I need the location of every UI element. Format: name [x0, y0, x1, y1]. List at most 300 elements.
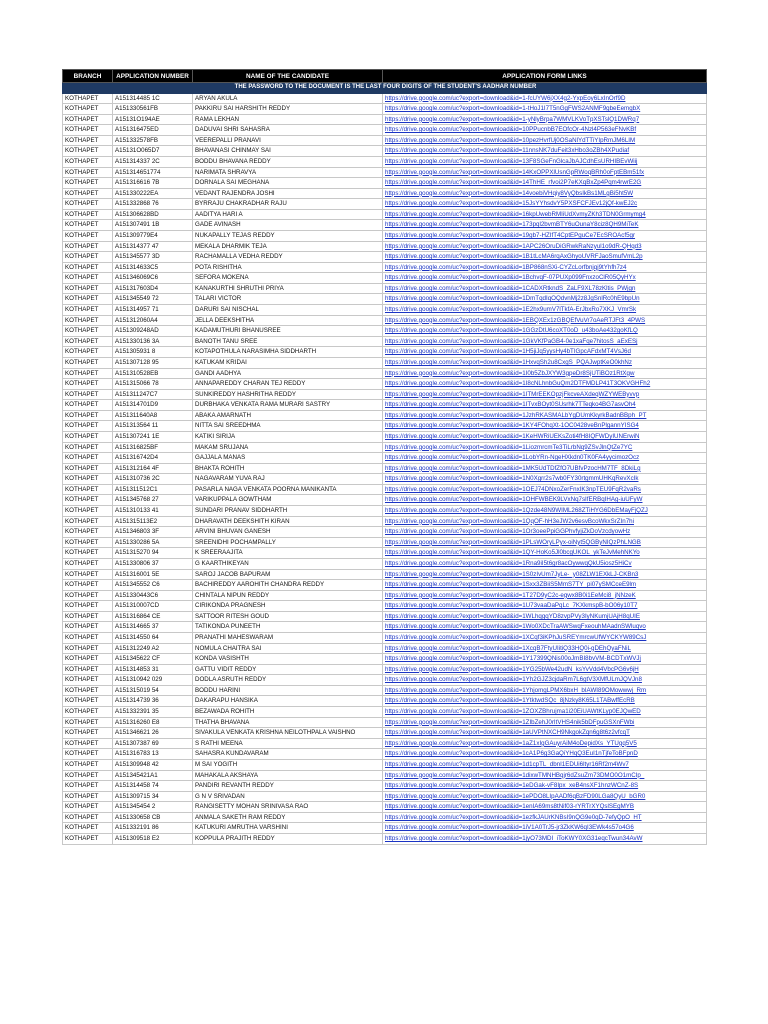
cell-candidate-name: KONDA VASISHTH: [193, 654, 383, 665]
cell-form-link[interactable]: https://drive.google.com/uc?export=download&id=19gb7-HZIfT4CptEPguCe7EcSROAcf5gr: [383, 231, 707, 242]
cell-application-number: A151314485 1C: [113, 93, 193, 104]
cell-form-link[interactable]: https://drive.google.com/uc?export=download&id=1HxvqSh2u8CxgS_PQAJwptKeO0khNz: [383, 357, 707, 368]
cell-form-link[interactable]: https://drive.google.com/uc?export=download&id=1XCqf3iKPhJuSREYmrcwUfWYCKYW89CsJ: [383, 632, 707, 643]
table-row: [63, 781, 707, 792]
cell-candidate-name: PRANATHI MAHESWARAM: [193, 632, 383, 643]
cell-form-link[interactable]: https://drive.google.com/uc?export=download&id=1ITvxBOyt0SUsrhk7TTeqko4BG7asvOh4: [383, 400, 707, 411]
table-row: [63, 770, 707, 781]
cell-candidate-name: VEDANT RAJENDRA JOSHI: [193, 188, 383, 199]
cell-application-number: A151309248AD: [113, 326, 193, 337]
header-form-links: APPLICATION FORM LINKS: [383, 70, 707, 83]
table-row: [63, 611, 707, 622]
cell-branch: KOTHAPET: [63, 601, 113, 612]
cell-form-link[interactable]: https://drive.google.com/uc?export=download&id=1OHFWBEK9LVxNq7sIfERBqIHAg-iuUFyW: [383, 495, 707, 506]
cell-branch: KOTHAPET: [63, 728, 113, 739]
cell-branch: KOTHAPET: [63, 558, 113, 569]
cell-application-number: A151316783 13: [113, 749, 193, 760]
cell-candidate-name: GANDI AADHYA: [193, 368, 383, 379]
table-row: [63, 104, 707, 115]
table-row: [63, 463, 707, 474]
cell-candidate-name: PAKKIRU SAI HARSHITH REDDY: [193, 104, 383, 115]
cell-form-link[interactable]: https://drive.google.com/uc?export=download&id=1N0Xgrr2s7wb0FY30rtgmmUHKqRevXcIk: [383, 474, 707, 485]
cell-candidate-name: DURBHAKA VENKATA RAMA MURARI SASTRY: [193, 400, 383, 411]
cell-form-link[interactable]: https://drive.google.com/uc?export=download&id=1YG25bWe42udN_ksYvVdd4VbcPG6v6jH: [383, 664, 707, 675]
cell-application-number: A151345421A1: [113, 770, 193, 781]
table-row: [63, 812, 707, 823]
cell-form-link[interactable]: https://drive.google.com/uc?export=download&id=10PPucnbB7EOfcOr-4Nzl4P563eFNvKBf: [383, 125, 707, 136]
cell-application-number: A151346621 26: [113, 728, 193, 739]
table-row: [63, 516, 707, 527]
spreadsheet: [62, 69, 706, 845]
cell-application-number: A151305931 8: [113, 347, 193, 358]
cell-candidate-name: CHINTALA NIPUN REDDY: [193, 590, 383, 601]
cell-candidate-name: DADUVAI SHRI SAHASRA: [193, 125, 383, 136]
cell-application-number: A151311640A8: [113, 410, 193, 421]
cell-application-number: A151317603D4: [113, 283, 193, 294]
table-row: [63, 548, 707, 559]
cell-form-link[interactable]: https://drive.google.com/uc?export=download&id=1APC26OruDiGRwkRaNzyul1o9dR-QHqd3: [383, 241, 707, 252]
cell-form-link[interactable]: https://drive.google.com/uc?export=download&id=1KeHWRiUEKsZoti4fH8IQFWDyIUNErwiN: [383, 432, 707, 443]
cell-application-number: A151311247C7: [113, 389, 193, 400]
table-row: [63, 357, 707, 368]
table-row: [63, 178, 707, 189]
cell-form-link[interactable]: https://drive.google.com/uc?export=download&id=1Or3oeePpiGGPhvfyjiZkDoVzcdyowHz: [383, 527, 707, 538]
cell-candidate-name: G N V SRIVADAN: [193, 791, 383, 802]
cell-branch: KOTHAPET: [63, 590, 113, 601]
table-row: [63, 199, 707, 210]
cell-candidate-name: BACHIREDDY AAROHITH CHANDRA REDDY: [193, 580, 383, 591]
cell-branch: KOTHAPET: [63, 252, 113, 263]
cell-branch: KOTHAPET: [63, 654, 113, 665]
cell-branch: KOTHAPET: [63, 506, 113, 517]
cell-form-link[interactable]: https://drive.google.com/uc?export=download&id=1I0b5ZbJXYW3gpeDr8SjUTiBOz1RtXgw: [383, 368, 707, 379]
table-row: [63, 601, 707, 612]
cell-candidate-name: JELLA DEEKSHITHA: [193, 315, 383, 326]
cell-form-link[interactable]: https://drive.google.com/uc?export=download&id=11nnsNK7duFeit3xHbo3oZBh4XPudiaf: [383, 146, 707, 157]
cell-branch: KOTHAPET: [63, 442, 113, 453]
cell-application-number: A151312164 4F: [113, 463, 193, 474]
table-row: [63, 643, 707, 654]
table-row: [63, 696, 707, 707]
cell-application-number: A151309948 42: [113, 759, 193, 770]
cell-candidate-name: KATIKI SIRIJA: [193, 432, 383, 443]
cell-branch: KOTHAPET: [63, 685, 113, 696]
header-branch: BRANCH: [63, 70, 113, 83]
cell-form-link[interactable]: https://drive.google.com/uc?export=download&id=1-yNlyBrpa7WMVLKVoTpXSTslQ1DWRq7: [383, 114, 707, 125]
cell-branch: KOTHAPET: [63, 749, 113, 760]
cell-branch: KOTHAPET: [63, 273, 113, 284]
cell-branch: KOTHAPET: [63, 114, 113, 125]
cell-form-link[interactable]: https://drive.google.com/uc?export=download&id=1QY-HoKo5Jl0bcgUKOL_ykTeJvMehNKYo: [383, 548, 707, 559]
cell-form-link[interactable]: https://drive.google.com/uc?export=download&id=1iV1A0TrJ5-jr3ZkKW6qI3EWk4s57o4G6: [383, 823, 707, 834]
cell-branch: KOTHAPET: [63, 463, 113, 474]
cell-form-link[interactable]: https://drive.google.com/uc?export=download&id=1QqOF-hH3eJW2v6esvBcoWkxSrZIn7hi: [383, 516, 707, 527]
table-row: [63, 220, 707, 231]
cell-branch: KOTHAPET: [63, 548, 113, 559]
cell-form-link[interactable]: https://drive.google.com/uc?export=download&id=1Sxx3ZBiiS5MmS7TY_pi07ySMCceE9lm: [383, 580, 707, 591]
cell-form-link[interactable]: https://drive.google.com/uc?export=download&id=1enIA69ms8tNif03-rYRTrXYQslSEgMYB: [383, 802, 707, 813]
cell-branch: KOTHAPET: [63, 611, 113, 622]
table-row: [63, 622, 707, 633]
cell-form-link[interactable]: https://drive.google.com/uc?export=download&id=1I8cNLhnbGuQm2DTFMDLP41T3OKVGHFh2: [383, 379, 707, 390]
table-row: [63, 262, 707, 273]
table-row: [63, 114, 707, 125]
cell-application-number: A151330443C6: [113, 590, 193, 601]
header-application-number: APPLICATION NUMBER: [113, 70, 193, 83]
cell-branch: KOTHAPET: [63, 527, 113, 538]
cell-candidate-name: TATIKONDA PUNEETH: [193, 622, 383, 633]
cell-application-number: A151310133 41: [113, 506, 193, 517]
cell-branch: KOTHAPET: [63, 812, 113, 823]
cell-form-link[interactable]: https://drive.google.com/uc?export=download&id=1ZIbZehJ0rItVHS4nik5bDFpuGSXnFWbi: [383, 717, 707, 728]
cell-candidate-name: MAHAKALA AKSHAYA: [193, 770, 383, 781]
cell-branch: KOTHAPET: [63, 167, 113, 178]
table-row: [63, 453, 707, 464]
cell-branch: KOTHAPET: [63, 696, 113, 707]
cell-application-number: A151316742D4: [113, 453, 193, 464]
cell-form-link[interactable]: https://drive.google.com/uc?export=download&id=1eDGak-vF8Ipx_xeB4nsXF1hnzWCnZ-8S: [383, 781, 707, 792]
table-row: [63, 474, 707, 485]
cell-branch: KOTHAPET: [63, 262, 113, 273]
cell-candidate-name: BANOTH TANU SREE: [193, 336, 383, 347]
cell-form-link[interactable]: https://drive.google.com/uc?export=download&id=14ThHE_rfvoi2P7eKXqBxZp4Pqm4rwrE2G: [383, 178, 707, 189]
cell-application-number: A151330286 5A: [113, 537, 193, 548]
cell-form-link[interactable]: https://drive.google.com/uc?export=download&id=1ezfkJAUrKNBsI9nQG9e0qD-7efyQpO_HT: [383, 812, 707, 823]
table-row: [63, 93, 707, 104]
cell-application-number: A151332391 35: [113, 707, 193, 718]
cell-branch: KOTHAPET: [63, 379, 113, 390]
cell-branch: KOTHAPET: [63, 389, 113, 400]
table-row: [63, 125, 707, 136]
cell-form-link[interactable]: https://drive.google.com/uc?export=download&id=1H5jiJq5yysHy4bTIGpcAFdxMT4VsJ6d: [383, 347, 707, 358]
cell-form-link[interactable]: https://drive.google.com/uc?export=download&id=1-tHoJ1I7T5nGgFWS2ANMF9gbeEemgbX: [383, 104, 707, 115]
cell-form-link[interactable]: https://drive.google.com/uc?export=download&id=1MK5UdTDfZfO7UBfvPzocHM7TF_8DkiLg: [383, 463, 707, 474]
cell-branch: KOTHAPET: [63, 357, 113, 368]
table-row: [63, 590, 707, 601]
cell-application-number: A151309715 34: [113, 791, 193, 802]
cell-branch: KOTHAPET: [63, 791, 113, 802]
cell-application-number: A151313564 11: [113, 421, 193, 432]
cell-branch: KOTHAPET: [63, 632, 113, 643]
cell-form-link[interactable]: https://drive.google.com/uc?export=download&id=1d1cpTL_dbnI1EDUi6ltyr16Rf2m4Wv7: [383, 759, 707, 770]
cell-candidate-name: BEZAWADA ROHITH: [193, 707, 383, 718]
cell-candidate-name: SREENIDHI POCHAMPALLY: [193, 537, 383, 548]
cell-candidate-name: BHAKTA ROHITH: [193, 463, 383, 474]
cell-candidate-name: SUNDARI PRANAV SIDDHARTH: [193, 506, 383, 517]
cell-application-number: A151314377 47: [113, 241, 193, 252]
table-row: [63, 749, 707, 760]
cell-form-link[interactable]: https://drive.google.com/uc?export=download&id=1LobYRn-NgeHXkdn0TK0FA4yycimozOcz: [383, 453, 707, 464]
cell-candidate-name: KATUKAM KRIDAI: [193, 357, 383, 368]
cell-application-number: A151332868 76: [113, 199, 193, 210]
cell-application-number: A151345549 72: [113, 294, 193, 305]
cell-form-link[interactable]: https://drive.google.com/uc?export=download&id=1ITMrEEKOpzjFkcveAXdeqWZYWEByvvp: [383, 389, 707, 400]
cell-form-link[interactable]: https://drive.google.com/uc?export=download&id=1Qzde48N9WIML268ZTiHYG6DbEMayFjQZJ: [383, 506, 707, 517]
cell-form-link[interactable]: https://drive.google.com/uc?export=download&id=1OEJ74DNxoZerFnxIK3npTEU9FqR2vaRs: [383, 484, 707, 495]
cell-candidate-name: BHAVANASI CHINMAY SAI: [193, 146, 383, 157]
cell-candidate-name: KOTAPOTHULA NARASIMHA SIDDHARTH: [193, 347, 383, 358]
cell-branch: KOTHAPET: [63, 516, 113, 527]
cell-branch: KOTHAPET: [63, 622, 113, 633]
password-notice: THE PASSWORD TO THE DOCUMENT IS THE LAST FOUR DIGITS OF THE STUDENT'S AADHAR NUMBER: [63, 83, 707, 94]
cell-branch: KOTHAPET: [63, 125, 113, 136]
cell-form-link[interactable]: https://drive.google.com/uc?export=download&id=1Y17399QNis00oJmBI8bvVM-BCDTxWVJj: [383, 654, 707, 665]
cell-form-link[interactable]: https://drive.google.com/uc?export=download&id=1WLhqgqYD8zvpPVy3IyNKumjUAjH8qUIE: [383, 611, 707, 622]
table-row: [63, 305, 707, 316]
table-row: [63, 537, 707, 548]
cell-form-link[interactable]: https://drive.google.com/uc?export=download&id=10pezHvrfUj0OSaNlYdTTiYIpRmJM6LIM: [383, 135, 707, 146]
cell-form-link[interactable]: https://drive.google.com/uc?export=download&id=173pql2bvmBTY6uOunaY8ciz8QH9MiTeK: [383, 220, 707, 231]
cell-form-link[interactable]: https://drive.google.com/uc?export=download&id=1BP868nSXi-CYZcLorfbnjqj9tYhfh7z4: [383, 262, 707, 273]
table-row: [63, 728, 707, 739]
cell-form-link[interactable]: https://drive.google.com/uc?export=download&id=13F8SGeFnGlcaJbAJCdhEsURHIBEvWiij: [383, 156, 707, 167]
cell-branch: KOTHAPET: [63, 580, 113, 591]
table-row: [63, 527, 707, 538]
table-row: [63, 273, 707, 284]
cell-candidate-name: BYRRAJU CHAKRADHAR RAJU: [193, 199, 383, 210]
cell-form-link[interactable]: https://drive.google.com/uc?export=download&id=1CADXRtkndS_ZaLF9XL78zKltis_PWjgn: [383, 283, 707, 294]
cell-application-number: A151314665 37: [113, 622, 193, 633]
cell-form-link[interactable]: https://drive.google.com/uc?export=download&id=1Wo0XDcTraAWSwqFxeouhMAadnSWluqvo: [383, 622, 707, 633]
cell-application-number: A151309779E4: [113, 231, 193, 242]
cell-branch: KOTHAPET: [63, 484, 113, 495]
table-row: [63, 410, 707, 421]
table-row: [63, 484, 707, 495]
cell-branch: KOTHAPET: [63, 326, 113, 337]
cell-form-link[interactable]: https://drive.google.com/uc?export=download&id=1-fcUYW6jXX4g2-YxpEoy6LxInOrf9D: [383, 93, 707, 104]
cell-branch: KOTHAPET: [63, 781, 113, 792]
cell-form-link[interactable]: https://drive.google.com/uc?export=download&id=16kpUwebRMIiUdXvmyZKh3TDN0Grmymg4: [383, 209, 707, 220]
cell-application-number: A151316475ED: [113, 125, 193, 136]
cell-candidate-name: KADAMUTHURI BHANUSREE: [193, 326, 383, 337]
cell-candidate-name: GATTU VIDIT REDDY: [193, 664, 383, 675]
table-row: [63, 347, 707, 358]
cell-candidate-name: SIVAKULA VENKATA KRISHNA NEILOTHPALA VAISHNO: [193, 728, 383, 739]
table-row: [63, 315, 707, 326]
cell-form-link[interactable]: https://drive.google.com/uc?export=download&id=1ePDO8LIpAADf6qBzFD90LGa8QyU_bGR0: [383, 791, 707, 802]
cell-branch: KOTHAPET: [63, 495, 113, 506]
cell-form-link[interactable]: https://drive.google.com/uc?export=download&id=1jyO73MDI_iToKWY0XG31eqcTwun34AvW: [383, 833, 707, 844]
cell-candidate-name: VARIKUPPALA GOWTHAM: [193, 495, 383, 506]
table-row: [63, 632, 707, 643]
cell-form-link[interactable]: https://drive.google.com/uc?export=download&id=1cA1P6g3GaQiYHqQ3EuI1nTjfeToBFpnD: [383, 749, 707, 760]
cell-application-number: A151345552 C6: [113, 580, 193, 591]
cell-candidate-name: SATTOOR RITESH GOUD: [193, 611, 383, 622]
cell-branch: KOTHAPET: [63, 717, 113, 728]
cell-candidate-name: PANDIRI REVANTH REDDY: [193, 781, 383, 792]
cell-branch: KOTHAPET: [63, 833, 113, 844]
cell-candidate-name: ANMALA SAKETH RAM REDDY: [193, 812, 383, 823]
cell-form-link[interactable]: https://drive.google.com/uc?export=download&id=1BchvqF-07PUXp099FnxzoClR05QyHYx: [383, 273, 707, 284]
cell-branch: KOTHAPET: [63, 135, 113, 146]
cell-application-number: A151315270 94: [113, 548, 193, 559]
cell-branch: KOTHAPET: [63, 453, 113, 464]
cell-application-number: A151332578FB: [113, 135, 193, 146]
table-row: [63, 759, 707, 770]
cell-candidate-name: CIRIKONDA PRAGNESH: [193, 601, 383, 612]
cell-candidate-name: SAHASRA KUNDAVARAM: [193, 749, 383, 760]
cell-application-number: A15131O065D7: [113, 146, 193, 157]
cell-application-number: A151314701D9: [113, 400, 193, 411]
cell-candidate-name: K SREERAAJITA: [193, 548, 383, 559]
table-row: [63, 432, 707, 443]
cell-form-link[interactable]: https://drive.google.com/uc?export=download&id=1Yh2GJZ3cjdaRm7L6gtV3XMfULmJQVJn8: [383, 675, 707, 686]
cell-candidate-name: RACHAMALLA VEDHA REDDY: [193, 252, 383, 263]
table-row: [63, 495, 707, 506]
cell-application-number: A151307491 1B: [113, 220, 193, 231]
table-row: [63, 326, 707, 337]
cell-branch: KOTHAPET: [63, 707, 113, 718]
cell-application-number: A151315019 54: [113, 685, 193, 696]
cell-form-link[interactable]: https://drive.google.com/uc?export=download&id=1aUVPtNXCH9NkgokZqn6g8t6z2vfcqT: [383, 728, 707, 739]
table-row: [63, 580, 707, 591]
cell-branch: KOTHAPET: [63, 315, 113, 326]
cell-application-number: A151314458 74: [113, 781, 193, 792]
cell-candidate-name: THATHA BHAVANA: [193, 717, 383, 728]
cell-application-number: A15131O194AE: [113, 114, 193, 125]
cell-candidate-name: MAKAM SRUJANA: [193, 442, 383, 453]
cell-candidate-name: ARVINI BHUVAN GANESH: [193, 527, 383, 538]
cell-branch: KOTHAPET: [63, 675, 113, 686]
cell-form-link[interactable]: https://drive.google.com/uc?export=download&id=1KY4FOhqXt-1OC0428veBnPlgannYISG4: [383, 421, 707, 432]
table-row: [63, 664, 707, 675]
table-row: [63, 442, 707, 453]
cell-form-link[interactable]: https://drive.google.com/uc?export=download&id=1T27D9yC2c-egwx8B0i1EeMci8_jNNzeK: [383, 590, 707, 601]
cell-form-link[interactable]: https://drive.google.com/uc?export=download&id=1aZ1xIgGAuyrAiM4oDepidXs_YTUgq5V5: [383, 738, 707, 749]
cell-application-number: A151316616 7B: [113, 178, 193, 189]
cell-form-link[interactable]: https://drive.google.com/uc?export=download&id=1B1tLcMA6rqAxGhyoUVRFJaoSmufVmL2p: [383, 252, 707, 263]
cell-application-number: A151314853 31: [113, 664, 193, 675]
cell-application-number: A151314337 2C: [113, 156, 193, 167]
cell-branch: KOTHAPET: [63, 156, 113, 167]
table-row: [63, 833, 707, 844]
cell-candidate-name: DODLA ASRUTH REDDY: [193, 675, 383, 686]
cell-branch: KOTHAPET: [63, 146, 113, 157]
cell-form-link[interactable]: https://drive.google.com/uc?export=download&id=1Rna9iI5t6gr8acOywwqQkU5iosz5HiCv: [383, 558, 707, 569]
cell-application-number: A151307387 69: [113, 738, 193, 749]
cell-form-link[interactable]: https://drive.google.com/uc?export=download&id=1dixwTMNHBqjr6dZsuZm73DMO0O1mCIp_: [383, 770, 707, 781]
cell-candidate-name: KOPPULA PRAJITH REDDY: [193, 833, 383, 844]
cell-branch: KOTHAPET: [63, 178, 113, 189]
cell-form-link[interactable]: https://drive.google.com/uc?export=download&id=1EBQXEx1zGBQEfVuVr7oAeRTJFt3_4PWS: [383, 315, 707, 326]
table-row: [63, 654, 707, 665]
table-row: [63, 675, 707, 686]
table-row: [63, 167, 707, 178]
table-row: [63, 707, 707, 718]
table-row: [63, 506, 707, 517]
cell-form-link[interactable]: https://drive.google.com/uc?export=download&id=1U73vaaDaPqLc_7KXkmspB-bO06y10T7: [383, 601, 707, 612]
cell-branch: KOTHAPET: [63, 283, 113, 294]
cell-branch: KOTHAPET: [63, 220, 113, 231]
cell-candidate-name: NOMULA CHAITRA SAI: [193, 643, 383, 654]
cell-branch: KOTHAPET: [63, 199, 113, 210]
cell-form-link[interactable]: https://drive.google.com/uc?export=download&id=1E2hx9umV7lTkfA-ErJbxRo7XKJ_VmrSk: [383, 305, 707, 316]
cell-branch: KOTHAPET: [63, 93, 113, 104]
cell-form-link[interactable]: https://drive.google.com/uc?export=download&id=1GkVKfPaGB4-0e1xaFqe7hitosS_aExESj: [383, 336, 707, 347]
cell-form-link[interactable]: https://drive.google.com/uc?export=download&id=15JsYYhsdvY5PXSFCFJEv12jQf-kwEJ2c: [383, 199, 707, 210]
cell-branch: KOTHAPET: [63, 738, 113, 749]
cell-form-link[interactable]: https://drive.google.com/uc?export=download&id=1XcqB7FtyUIitiQ33HQ0i-gDEhQyaFNiL: [383, 643, 707, 654]
table-row: [63, 400, 707, 411]
cell-candidate-name: AADITYA HARI A: [193, 209, 383, 220]
table-row: [63, 135, 707, 146]
cell-form-link[interactable]: https://drive.google.com/uc?export=download&id=14KxOPPXlUsnGpRWoqBRh0oFptEBm51fx: [383, 167, 707, 178]
cell-application-number: A151316864 CE: [113, 611, 193, 622]
cell-application-number: A151314739 36: [113, 696, 193, 707]
cell-application-number: A151312249 A2: [113, 643, 193, 654]
cell-candidate-name: GADE AVINASH: [193, 220, 383, 231]
cell-candidate-name: ANNAPAREDDY CHARAN TEJ REDDY: [193, 379, 383, 390]
cell-application-number: A151316825BF: [113, 442, 193, 453]
cell-candidate-name: KATUKURI AMRUTHA VARSHINI: [193, 823, 383, 834]
cell-application-number: A151346803 3F: [113, 527, 193, 538]
table-row: [63, 379, 707, 390]
cell-candidate-name: RANGISETTY MOHAN SRINIVASA RAO: [193, 802, 383, 813]
cell-candidate-name: DAKARAPU HANSIKA: [193, 696, 383, 707]
cell-candidate-name: DHARAVATH DEEKSHITH KIRAN: [193, 516, 383, 527]
cell-candidate-name: S RATHI MEENA: [193, 738, 383, 749]
cell-branch: KOTHAPET: [63, 802, 113, 813]
cell-branch: KOTHAPET: [63, 421, 113, 432]
cell-candidate-name: ARYAN AKULA: [193, 93, 383, 104]
cell-branch: KOTHAPET: [63, 410, 113, 421]
cell-application-number: A151310007CD: [113, 601, 193, 612]
cell-form-link[interactable]: https://drive.google.com/uc?export=download&id=14voebiVHqiy8VyQbsIkBs1MLgBi5ht5W: [383, 188, 707, 199]
cell-form-link[interactable]: https://drive.google.com/uc?export=download&id=1JzhRKASMALbYgDUmKkyrkBadnBBph_PT: [383, 410, 707, 421]
cell-branch: KOTHAPET: [63, 474, 113, 485]
cell-branch: KOTHAPET: [63, 241, 113, 252]
table-row: [63, 738, 707, 749]
cell-candidate-name: MEKALA DHARMIK TEJA: [193, 241, 383, 252]
cell-candidate-name: POTA RISHITHA: [193, 262, 383, 273]
table-row: [63, 823, 707, 834]
table-row: [63, 685, 707, 696]
cell-form-link[interactable]: https://drive.google.com/uc?export=download&id=1S0zIvUm7JyLe-_y08ZLW1EXkLJ-CKBn3: [383, 569, 707, 580]
cell-form-link[interactable]: https://drive.google.com/uc?export=download&id=1ZOXZBhrujma1i20EiUAWtKLyp0EJQwED: [383, 707, 707, 718]
cell-branch: KOTHAPET: [63, 209, 113, 220]
cell-form-link[interactable]: https://drive.google.com/uc?export=download&id=1YhjomgLPMX6bxH_bIAWI89OMowwwj_Rm: [383, 685, 707, 696]
cell-branch: KOTHAPET: [63, 770, 113, 781]
cell-candidate-name: ABAKA AMARNATH: [193, 410, 383, 421]
table-row: [63, 802, 707, 813]
table-row: [63, 389, 707, 400]
cell-form-link[interactable]: https://drive.google.com/uc?export=download&id=1GGzDtU6coXT0oD_u43boAe432goKfLQ: [383, 326, 707, 337]
cell-branch: KOTHAPET: [63, 432, 113, 443]
cell-form-link[interactable]: https://drive.google.com/uc?export=download&id=1DmTqdIqOQdvnMj2z8JgSnlRc0hE9bpUn: [383, 294, 707, 305]
cell-application-number: A151330806 37: [113, 558, 193, 569]
cell-candidate-name: DARURI SAI NISCHAL: [193, 305, 383, 316]
table-row: [63, 294, 707, 305]
table-row: [63, 188, 707, 199]
cell-application-number: A151316260 E8: [113, 717, 193, 728]
cell-branch: KOTHAPET: [63, 400, 113, 411]
cell-form-link[interactable]: https://drive.google.com/uc?export=download&id=1LiozmrcmTe3TiLrbNq9ZSvJlnQtZe7YC: [383, 442, 707, 453]
cell-application-number: A151346069C6: [113, 273, 193, 284]
cell-candidate-name: NITTA SAI SREEDHMA: [193, 421, 383, 432]
cell-branch: KOTHAPET: [63, 231, 113, 242]
header-row: [63, 70, 707, 83]
cell-application-number: A151306628BD: [113, 209, 193, 220]
cell-application-number: A151314633C5: [113, 262, 193, 273]
cell-application-number: A151316001 5E: [113, 569, 193, 580]
cell-application-number: A151307128 95: [113, 357, 193, 368]
cell-branch: KOTHAPET: [63, 294, 113, 305]
cell-candidate-name: TALARI VICTOR: [193, 294, 383, 305]
cell-application-number: A151312060A4: [113, 315, 193, 326]
cell-form-link[interactable]: https://drive.google.com/uc?export=download&id=1YtktwdSQc_8jNzky8K65L1TABwffEcRB: [383, 696, 707, 707]
cell-candidate-name: VEEREPALLI PRANAVI: [193, 135, 383, 146]
cell-form-link[interactable]: https://drive.google.com/uc?export=download&id=1PLsWOryLPyx-oiNyt5QGByNIQzPhLNGB: [383, 537, 707, 548]
